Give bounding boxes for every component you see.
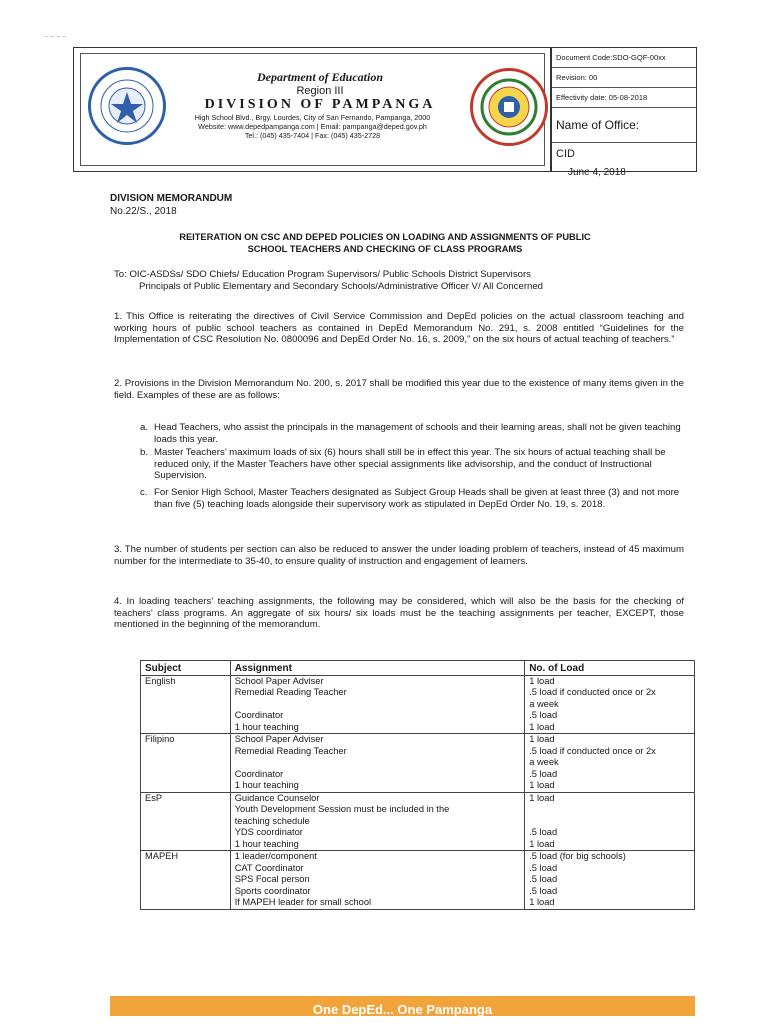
address-line: High School Blvd., Brgy. Lourdes, City of San Fernando, Pampanga, 2000: [194, 113, 431, 122]
memo-subject: [120, 231, 650, 255]
memo-number: No.22/S., 2018: [110, 206, 177, 217]
assignment-line: [235, 699, 521, 711]
table-header-row: [141, 661, 695, 676]
division-name: DIVISION OF PAMPANGA: [204, 97, 436, 112]
office-value: CID: [556, 148, 575, 160]
assignment-line: Remedial Reading Teacher: [234, 687, 347, 697]
paragraph-1: 1. This Office is reiterating the directives of Civil Service Commission and DepEd policies on the actual classroom teaching and working hours of public school teachers as contained in DepEd Memorandum No. 291, s. 2008 entitled “Guidelines for the Implementation of CSC Resolution No. 0800096 and DepEd Order No. 16, s. 2009,” on the six hours of actual teaching of teachers.”: [114, 311, 684, 346]
load-cell: [525, 792, 695, 851]
list-marker: c.: [140, 487, 148, 498]
load-line: .5 load: [529, 874, 558, 884]
list-item-a: [140, 422, 684, 445]
paragraph-3: 3. The number of students per section can also be reduced to answer the under loading problem of teachers, instead of 45 maximum number for the intermediate to 35-40, to ensure quality of instruction and engagement of learners.: [114, 544, 684, 567]
subject-line: SCHOOL TEACHERS AND CHECKING OF CLASS PROGRAMS: [247, 244, 523, 254]
table-row: [141, 792, 695, 851]
subject-cell: EsP: [141, 792, 231, 851]
letterhead-address: [150, 113, 475, 140]
load-line: .5 load: [529, 885, 558, 896]
column-header-assignment: Assignment: [230, 661, 525, 676]
load-line: .5 load if conducted once or 2x: [529, 687, 656, 697]
office-label: Name of Office:: [552, 108, 696, 143]
division-seal-icon: [470, 68, 548, 146]
load-line: 1 load: [529, 721, 555, 732]
assignment-line: SPS Focal person: [234, 874, 310, 884]
corner-scribble: ~ ~ ~ ~: [44, 34, 67, 41]
load-line: [529, 804, 690, 816]
assignment-cell: [230, 734, 525, 793]
load-line: .5 load: [529, 710, 558, 720]
load-cell: [525, 851, 695, 910]
addressees-line: Principals of Public Elementary and Secondary Schools/Administrative Officer V/ All Concerned: [139, 281, 544, 292]
assignment-cell: [230, 792, 525, 851]
assignment-line: If MAPEH leader for small school: [234, 897, 372, 907]
list-item-c: [140, 487, 684, 510]
load-line: 1 load: [529, 675, 555, 686]
list-marker: a.: [140, 422, 149, 433]
list-item-b: [140, 447, 684, 482]
subject-cell: English: [141, 675, 231, 734]
department-name: Department of Education: [256, 70, 383, 84]
column-header-subject: Subject: [141, 661, 231, 676]
list-marker: b.: [140, 447, 149, 458]
paragraph-2: 2. Provisions in the Division Memorandum No. 200, s. 2017 shall be modified this year due to the existence of many items given in the field. Examples of these are as follows:: [114, 378, 684, 401]
table-row: [141, 675, 695, 734]
load-line: .5 load if conducted once or 2x: [529, 745, 656, 756]
column-header-load: No. of Load: [525, 661, 695, 676]
list-item-text: For Senior High School, Master Teachers designated as Subject Group Heads shall be given at least three (3) and not more than five (5) teaching loads alongside their supervisory work as stipulated in DepEd Order No. 19, s. 2018.: [154, 487, 680, 510]
load-line: .5 load: [529, 862, 558, 873]
table-row: [141, 851, 695, 910]
address-phone-line: Tel.: (045) 435-7404 | Fax: (045) 435-2728: [244, 131, 381, 140]
list-item-text: Head Teachers, who assist the principals in the management of schools and their learning areas, shall not be given teaching loads this year.: [154, 422, 681, 445]
assignment-line: Coordinator: [234, 768, 284, 779]
assignment-line: teaching schedule: [234, 815, 310, 826]
assignment-line: [235, 757, 521, 769]
assignment-line: 1 leader/component: [234, 851, 317, 861]
load-line: 1 load: [529, 897, 555, 907]
address-contact-line: Website: www.depedpampanga.com | Email: pampanga@deped.gov.ph: [198, 122, 427, 131]
subject-cell: MAPEH: [141, 851, 231, 910]
load-line: 1 load: [529, 792, 555, 803]
assignment-line: School Paper Adviser: [234, 734, 324, 744]
addressees: [114, 269, 634, 293]
table-row: [141, 734, 695, 793]
teaching-load-table: [140, 660, 695, 910]
load-line: 1 load: [529, 734, 555, 744]
assignment-line: Youth Development Session must be included in the: [234, 804, 450, 814]
assignment-line: Guidance Counselor: [234, 792, 320, 803]
load-line: 1 load: [529, 838, 555, 849]
assignment-line: School Paper Adviser: [234, 675, 324, 686]
assignment-cell: [230, 851, 525, 910]
region-name: Region III: [296, 85, 344, 97]
assignment-line: CAT Coordinator: [234, 862, 304, 873]
assignment-line: 1 hour teaching: [234, 721, 299, 732]
load-line: .5 load: [529, 827, 558, 837]
revision: Revision: 00: [552, 68, 696, 88]
document-control-box: [551, 47, 697, 172]
assignment-line: Sports coordinator: [234, 885, 311, 896]
load-line: a week: [529, 698, 559, 709]
load-line: a week: [529, 757, 559, 767]
document-code: Document Code:SDO-GQF-00xx: [552, 48, 696, 68]
subject-line: REITERATION ON CSC AND DEPED POLICIES ON LOADING AND ASSIGNMENTS OF PUBLIC: [179, 232, 591, 242]
assignment-line: 1 hour teaching: [234, 838, 299, 849]
load-cell: [525, 734, 695, 793]
load-line: [529, 816, 690, 828]
load-cell: [525, 675, 695, 734]
load-line: 1 load: [529, 780, 555, 790]
load-line: .5 load (for big schools): [529, 851, 626, 861]
load-line: .5 load: [529, 768, 558, 779]
memo-date: June 4, 2018: [568, 167, 626, 178]
footer-slogan: One DepEd... One Pampanga: [312, 1002, 493, 1017]
assignment-line: Coordinator: [234, 710, 284, 720]
assignment-line: 1 hour teaching: [234, 780, 299, 790]
assignment-line: Remedial Reading Teacher: [234, 745, 347, 756]
paragraph-4: 4. In loading teachers’ teaching assignments, the following may be considered, which will also be the basis for the checking of teachers’ class programs. An aggregate of six hours/ six loads must be the teaching assignments per teacher, EXCEPT, those mentioned in the beginning of the memorandum.: [114, 596, 684, 631]
effectivity-date: Effectivity date: 05-08-2018: [552, 88, 696, 108]
subject-cell: Filipino: [141, 734, 231, 793]
assignment-line: YDS coordinator: [234, 827, 303, 837]
addressees-line: To: OIC-ASDSs/ SDO Chiefs/ Education Program Supervisors/ Public Schools District Supervisors: [114, 269, 531, 280]
list-item-text: Master Teachers’ maximum loads of six (6) hours shall still be in effect this year. The six hours of actual teaching shall be reduced only, if the Master Teachers have other special assignments like advisorship, and the conduct of Instructional Supervision.: [154, 447, 666, 482]
assignment-cell: [230, 675, 525, 734]
memo-title: DIVISION MEMORANDUM: [110, 193, 233, 204]
